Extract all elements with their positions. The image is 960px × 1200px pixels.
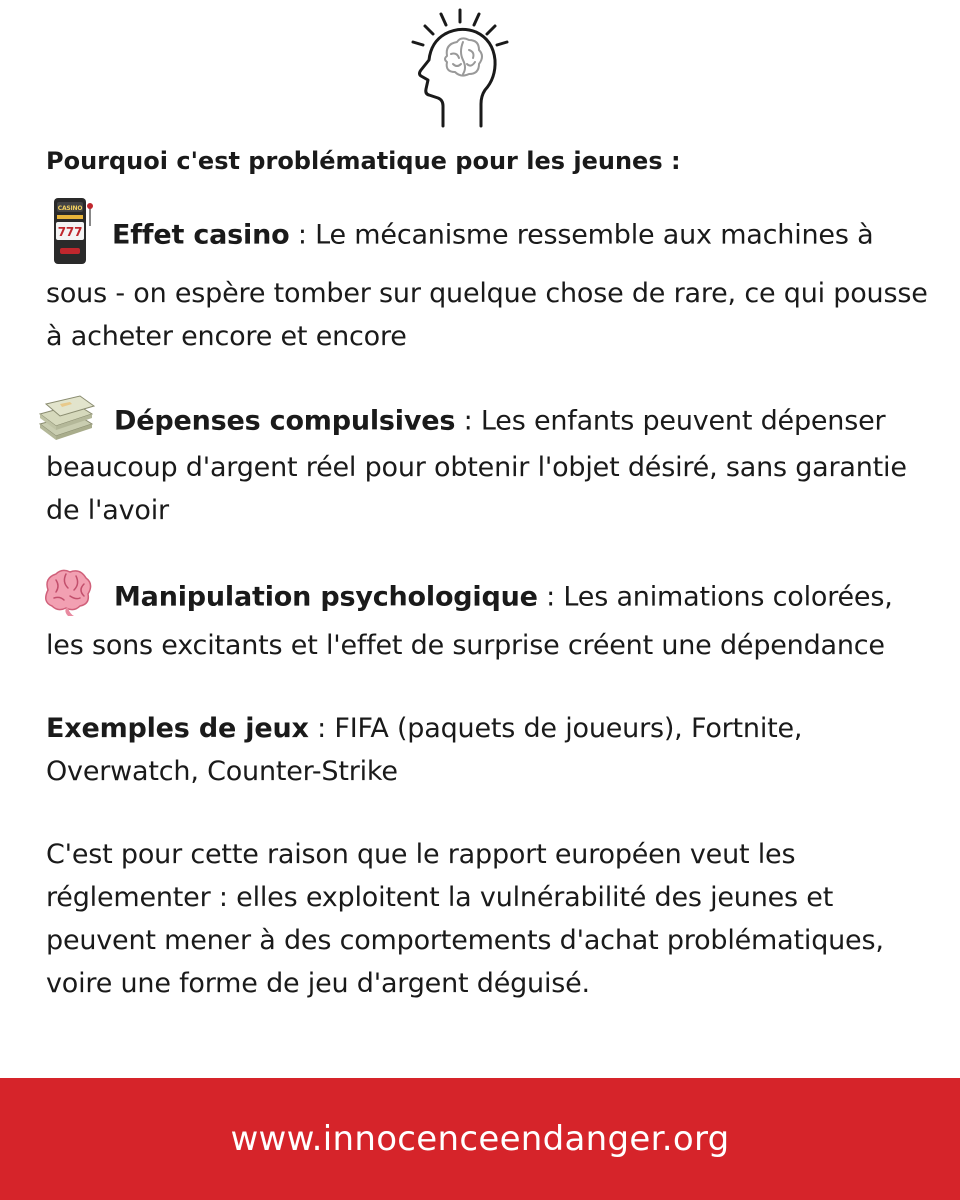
compulsive-spending-paragraph <box>46 398 936 532</box>
website-url: www.innocenceendanger.org <box>230 1119 730 1159</box>
head-brain-icon <box>405 6 515 130</box>
psychological-manipulation-text: : Les animations colorées, les sons excitants et l'effet de surprise créent une dépendance <box>46 581 893 661</box>
casino-effect-text: : Le mécanisme ressemble aux machines à sous - on espère tomber sur quelque chose de rare, ce qui pousse à acheter encore et encore <box>46 219 928 352</box>
conclusion-paragraph: C'est pour cette raison que le rapport européen veut les réglementer : elles exploitent la vulnérabilité des jeunes et peuvent mener à des comportements d'achat problématiques, voire une forme de jeu d'argent déguisé. <box>46 839 884 999</box>
game-examples-term: Exemples de jeux <box>46 713 309 744</box>
money-stack-icon <box>36 394 96 442</box>
compulsive-spending-term: Dépenses compulsives <box>114 405 456 437</box>
psychological-manipulation-paragraph <box>46 572 936 667</box>
brain-icon <box>38 566 94 618</box>
svg-text:CASINO: CASINO <box>57 205 83 212</box>
slot-machine-icon <box>46 196 98 268</box>
section-heading: Pourquoi c'est problématique pour les jeunes : <box>46 147 681 175</box>
casino-effect-term: Effet casino <box>112 219 290 251</box>
casino-effect-paragraph <box>46 200 936 358</box>
psychological-manipulation-term: Manipulation psychologique <box>114 581 538 613</box>
game-examples-text: : FIFA (paquets de joueurs), Fortnite, Overwatch, Counter-Strike <box>46 713 803 787</box>
main-content <box>46 140 936 1045</box>
compulsive-spending-text: : Les enfants peuvent dépenser beaucoup d'argent réel pour obtenir l'objet désiré, sans garantie de l'avoir <box>46 405 907 526</box>
game-examples-paragraph <box>46 707 936 793</box>
svg-text:777: 777 <box>57 225 83 239</box>
footer-banner <box>0 1078 960 1200</box>
